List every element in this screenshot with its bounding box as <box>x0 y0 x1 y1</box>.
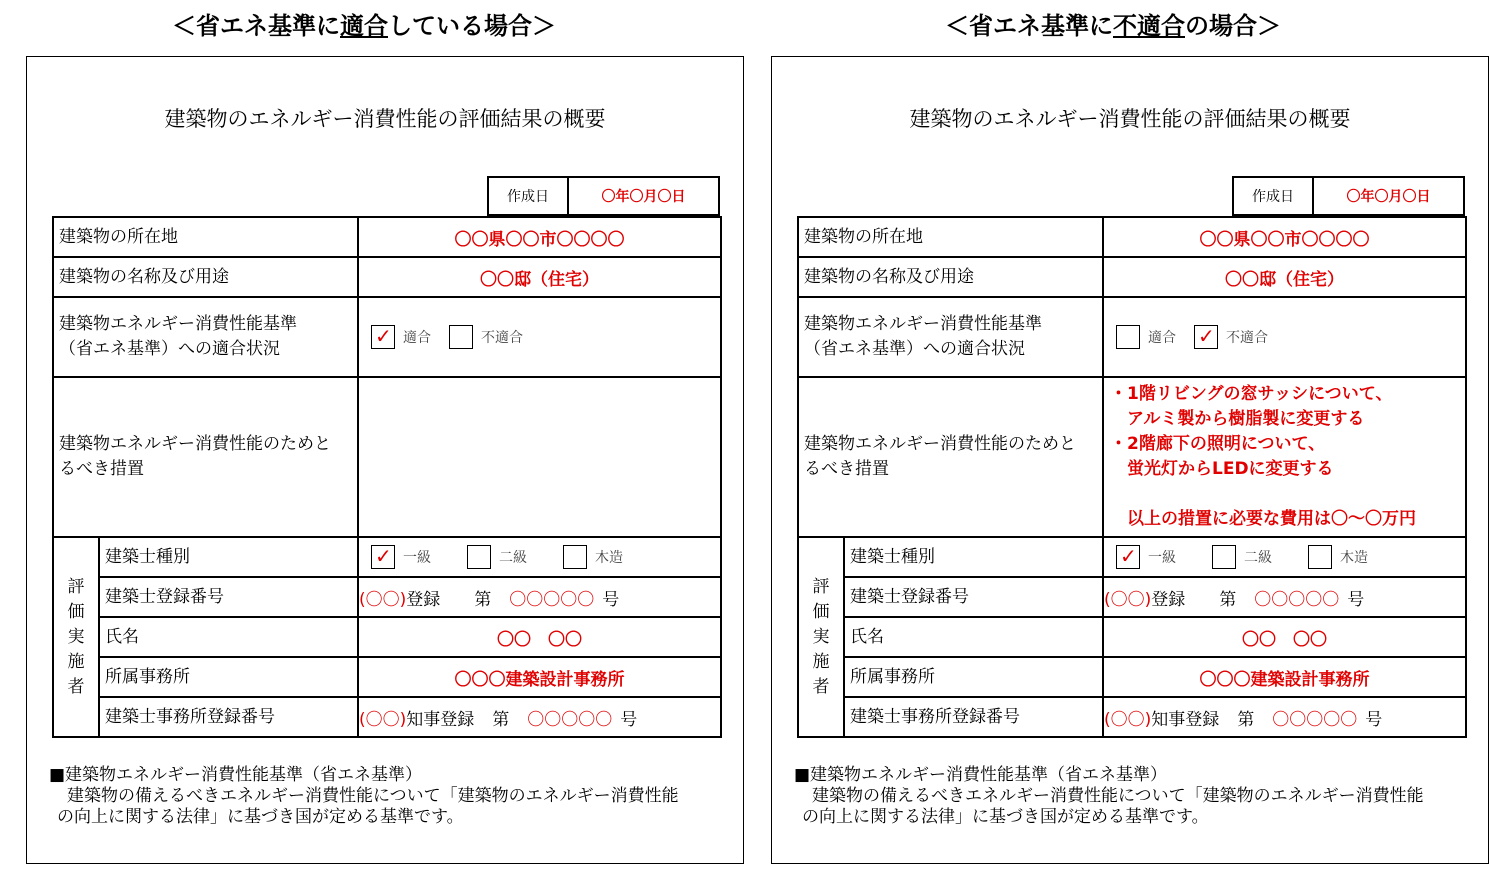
reg-mid: 知事登録 <box>406 709 475 730</box>
panel-compliant <box>26 56 744 864</box>
location-label: 建築物の所在地 <box>798 217 1103 257</box>
name-label: 建築物の名称及び用途 <box>53 257 358 297</box>
arch-type-value <box>1103 537 1466 577</box>
note-block <box>49 765 679 828</box>
person-label: 氏名 <box>99 617 358 657</box>
arch-type-option: 二級 <box>1244 550 1272 566</box>
person-value: 〇〇 〇〇 <box>358 617 721 657</box>
compliance-label <box>798 297 1103 377</box>
arch-type-value <box>358 537 721 577</box>
measures-value <box>1103 377 1466 537</box>
note-line2: の向上に関する法律」に基づき国が定める基準です。 <box>802 807 1209 827</box>
arch-type-checkbox-2[interactable] <box>1212 545 1236 569</box>
vertical-char: 実 <box>812 626 830 647</box>
arch-reg-label: 建築士登録番号 <box>99 577 358 617</box>
date-label: 作成日 <box>489 178 569 214</box>
heading-underlined: 適合 <box>340 12 388 40</box>
reg-mid: 登録 <box>1151 589 1186 610</box>
office-reg-label: 建築士事務所登録番号 <box>844 697 1103 737</box>
vertical-char: 者 <box>67 676 85 697</box>
office-label: 所属事務所 <box>844 657 1103 697</box>
reg-number: 〇〇〇〇〇 <box>509 589 595 610</box>
reg-prefix: (〇〇) <box>359 709 407 730</box>
reg-number: 〇〇〇〇〇 <box>1272 709 1358 730</box>
note-line1: 建築物の備えるべきエネルギー消費性能について「建築物のエネルギー消費性能 <box>67 786 679 806</box>
reg-mid: 登録 <box>406 589 441 610</box>
noncompliant-text: 不適合 <box>1226 330 1268 346</box>
measures-label <box>53 377 358 537</box>
office-reg-value <box>1103 697 1466 737</box>
heading-prefix: ＜省エネ基準に <box>172 12 340 40</box>
compliance-value <box>358 297 721 377</box>
heading-underlined: 不適合 <box>1113 12 1185 40</box>
compliant-text: 適合 <box>1148 330 1176 346</box>
reg-dai: 第 <box>1219 589 1237 610</box>
arch-type-checkbox-2[interactable] <box>467 545 491 569</box>
evaluator-vertical-label <box>798 537 844 737</box>
compliant-text: 適合 <box>403 330 431 346</box>
noncompliant-text: 不適合 <box>481 330 523 346</box>
compliance-label-line2: （省エネ基準）への適合状況 <box>804 339 1025 359</box>
vertical-char: 実 <box>67 626 85 647</box>
arch-type-checkbox-3[interactable] <box>1308 545 1332 569</box>
compliant-checkbox[interactable] <box>1116 325 1140 349</box>
measures-text: ・1階リビングの窓サッシについて、 アルミ製から樹脂製に変更する ・2階廊下の照明について、 蛍光灯からLEDに変更する 以上の措置に必要な費用は〇～〇万円 <box>1110 384 1416 529</box>
arch-type-option: 二級 <box>499 550 527 566</box>
noncompliant-checkbox[interactable] <box>449 325 473 349</box>
compliance-label-line1: 建築物エネルギー消費性能基準 <box>59 314 297 334</box>
vertical-char: 者 <box>812 676 830 697</box>
measures-label-line2: るべき措置 <box>804 459 889 479</box>
reg-mid: 知事登録 <box>1151 709 1220 730</box>
note-line1: 建築物の備えるべきエネルギー消費性能について「建築物のエネルギー消費性能 <box>812 786 1424 806</box>
compliant-checkbox[interactable] <box>371 325 395 349</box>
date-label: 作成日 <box>1234 178 1314 214</box>
reg-prefix: (〇〇) <box>1104 709 1152 730</box>
measures-label-line1: 建築物エネルギー消費性能のためと <box>59 434 331 454</box>
arch-type-checkbox-3[interactable] <box>563 545 587 569</box>
name-label: 建築物の名称及び用途 <box>798 257 1103 297</box>
location-value: 〇〇県〇〇市〇〇〇〇 <box>1103 217 1466 257</box>
document-title: 建築物のエネルギー消費性能の評価結果の概要 <box>909 107 1351 131</box>
arch-type-checkbox-1[interactable] <box>1116 545 1140 569</box>
location-value: 〇〇県〇〇市〇〇〇〇 <box>358 217 721 257</box>
arch-reg-label: 建築士登録番号 <box>844 577 1103 617</box>
panel-noncompliant <box>771 56 1489 864</box>
office-reg-value <box>358 697 721 737</box>
arch-type-label: 建築士種別 <box>844 537 1103 577</box>
date-value: 〇年〇月〇日 <box>1346 189 1431 205</box>
vertical-char: 施 <box>812 651 830 672</box>
document-title: 建築物のエネルギー消費性能の評価結果の概要 <box>164 107 606 131</box>
arch-type-checkbox-1[interactable] <box>371 545 395 569</box>
reg-number: 〇〇〇〇〇 <box>1254 589 1340 610</box>
note-block <box>794 765 1424 828</box>
heading-noncompliant <box>945 6 1281 41</box>
arch-reg-value <box>1103 577 1466 617</box>
reg-go: 号 <box>1347 589 1365 610</box>
measures-value <box>358 377 721 537</box>
office-reg-label: 建築士事務所登録番号 <box>99 697 358 737</box>
heading-suffix: している場合＞ <box>388 12 556 40</box>
reg-number: 〇〇〇〇〇 <box>527 709 613 730</box>
measures-label-line2: るべき措置 <box>59 459 144 479</box>
arch-type-option: 木造 <box>1340 550 1368 566</box>
note-heading: ■建築物エネルギー消費性能基準（省エネ基準） <box>49 765 423 785</box>
reg-go: 号 <box>620 709 638 730</box>
reg-dai: 第 <box>492 709 510 730</box>
office-label: 所属事務所 <box>99 657 358 697</box>
compliance-label-line1: 建築物エネルギー消費性能基準 <box>804 314 1042 334</box>
reg-dai: 第 <box>474 589 492 610</box>
reg-prefix: (〇〇) <box>1104 589 1152 610</box>
heading-prefix: ＜省エネ基準に <box>945 12 1113 40</box>
measures-label-line1: 建築物エネルギー消費性能のためと <box>804 434 1076 454</box>
person-label: 氏名 <box>844 617 1103 657</box>
measures-label <box>798 377 1103 537</box>
note-heading: ■建築物エネルギー消費性能基準（省エネ基準） <box>794 765 1168 785</box>
heading-compliant <box>172 6 556 41</box>
location-label: 建築物の所在地 <box>53 217 358 257</box>
name-value: 〇〇邸（住宅） <box>358 257 721 297</box>
vertical-char: 施 <box>67 651 85 672</box>
evaluator-vertical-label <box>53 537 99 737</box>
reg-prefix: (〇〇) <box>359 589 407 610</box>
office-value: 〇〇〇建築設計事務所 <box>1103 657 1466 697</box>
office-value: 〇〇〇建築設計事務所 <box>358 657 721 697</box>
date-value: 〇年〇月〇日 <box>601 189 686 205</box>
compliance-label <box>53 297 358 377</box>
reg-dai: 第 <box>1237 709 1255 730</box>
person-value: 〇〇 〇〇 <box>1103 617 1466 657</box>
arch-type-option: 木造 <box>595 550 623 566</box>
reg-go: 号 <box>602 589 620 610</box>
evaluation-table <box>52 216 722 738</box>
arch-type-option: 一級 <box>403 550 431 566</box>
compliance-value <box>1103 297 1466 377</box>
vertical-char: 価 <box>67 601 85 622</box>
arch-type-label: 建築士種別 <box>99 537 358 577</box>
vertical-char: 評 <box>812 576 830 597</box>
name-value: 〇〇邸（住宅） <box>1103 257 1466 297</box>
heading-suffix: の場合＞ <box>1185 12 1281 40</box>
compliance-label-line2: （省エネ基準）への適合状況 <box>59 339 280 359</box>
arch-type-option: 一級 <box>1148 550 1176 566</box>
date-box <box>487 176 720 216</box>
date-box <box>1232 176 1465 216</box>
note-line2: の向上に関する法律」に基づき国が定める基準です。 <box>57 807 464 827</box>
evaluation-table <box>797 216 1467 738</box>
noncompliant-checkbox[interactable] <box>1194 325 1218 349</box>
arch-reg-value <box>358 577 721 617</box>
vertical-char: 価 <box>812 601 830 622</box>
reg-go: 号 <box>1365 709 1383 730</box>
vertical-char: 評 <box>67 576 85 597</box>
